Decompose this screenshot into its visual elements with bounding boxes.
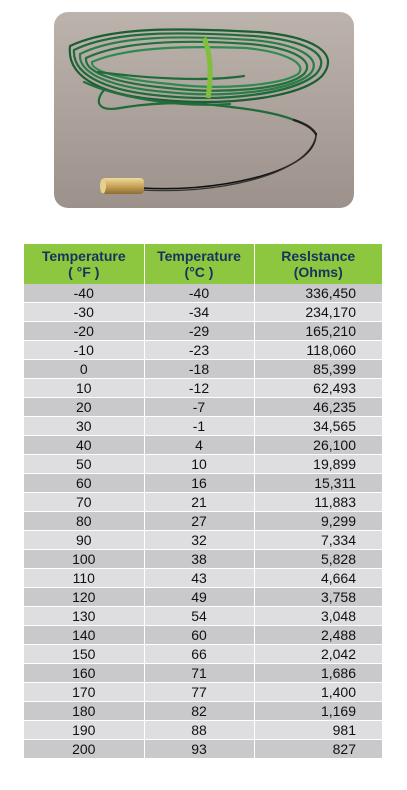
header-temp-f: [24, 244, 144, 284]
header-resistance-line2: (Ohms): [293, 264, 343, 280]
table-row: [24, 455, 382, 474]
cell-temp-c: 49: [144, 588, 254, 607]
cell-temp-f: -40: [24, 284, 144, 303]
cell-resistance: 234,170: [254, 303, 382, 322]
cell-temp-c: 21: [144, 493, 254, 512]
cell-resistance: 336,450: [254, 284, 382, 303]
cell-resistance: 85,399: [254, 360, 382, 379]
cell-temp-f: -30: [24, 303, 144, 322]
cell-resistance: 7,334: [254, 531, 382, 550]
table-row: [24, 645, 382, 664]
table-row: [24, 512, 382, 531]
cell-resistance: 1,686: [254, 664, 382, 683]
cell-resistance: 9,299: [254, 512, 382, 531]
header-temp-c: [144, 244, 254, 284]
cell-temp-c: 32: [144, 531, 254, 550]
table-row: [24, 550, 382, 569]
table-row: [24, 322, 382, 341]
cell-temp-f: 70: [24, 493, 144, 512]
table-row: [24, 664, 382, 683]
cell-temp-c: 88: [144, 721, 254, 740]
header-temp-f-line2: ( °F ): [68, 264, 100, 280]
cell-temp-c: 71: [144, 664, 254, 683]
cell-temp-f: 100: [24, 550, 144, 569]
cell-resistance: 62,493: [254, 379, 382, 398]
product-photo: [54, 12, 354, 208]
table-row: [24, 474, 382, 493]
cell-resistance: 1,169: [254, 702, 382, 721]
cell-temp-f: 60: [24, 474, 144, 493]
header-resistance-line1: Reslstance: [281, 248, 356, 264]
table-row: [24, 379, 382, 398]
table-row: [24, 398, 382, 417]
cell-temp-c: 54: [144, 607, 254, 626]
cell-temp-c: -18: [144, 360, 254, 379]
table-row: [24, 417, 382, 436]
cell-resistance: 4,664: [254, 569, 382, 588]
table-row: [24, 531, 382, 550]
cell-resistance: 165,210: [254, 322, 382, 341]
cell-temp-c: 77: [144, 683, 254, 702]
cell-resistance: 15,311: [254, 474, 382, 493]
cell-temp-f: 130: [24, 607, 144, 626]
table-row: [24, 360, 382, 379]
cell-resistance: 11,883: [254, 493, 382, 512]
cell-temp-c: 10: [144, 455, 254, 474]
cell-resistance: 1,400: [254, 683, 382, 702]
cell-temp-c: 82: [144, 702, 254, 721]
cell-resistance: 19,899: [254, 455, 382, 474]
resistance-table: [24, 244, 382, 759]
cell-temp-c: -7: [144, 398, 254, 417]
cell-temp-f: 0: [24, 360, 144, 379]
cell-temp-c: -23: [144, 341, 254, 360]
header-temp-f-line1: Temperature: [41, 248, 126, 264]
cell-temp-f: 140: [24, 626, 144, 645]
cell-temp-f: 150: [24, 645, 144, 664]
cell-temp-f: 10: [24, 379, 144, 398]
cell-temp-f: 120: [24, 588, 144, 607]
cell-resistance: 981: [254, 721, 382, 740]
table-row: [24, 721, 382, 740]
cell-temp-c: -29: [144, 322, 254, 341]
cell-resistance: 5,828: [254, 550, 382, 569]
table-row: [24, 607, 382, 626]
cell-temp-c: 43: [144, 569, 254, 588]
table-row: [24, 740, 382, 759]
cell-temp-f: 160: [24, 664, 144, 683]
cell-resistance: 46,235: [254, 398, 382, 417]
cell-temp-f: 190: [24, 721, 144, 740]
cell-temp-f: 80: [24, 512, 144, 531]
cell-temp-c: 93: [144, 740, 254, 759]
cell-temp-f: 90: [24, 531, 144, 550]
cell-temp-f: 200: [24, 740, 144, 759]
cell-resistance: 3,048: [254, 607, 382, 626]
cell-temp-f: 110: [24, 569, 144, 588]
table-row: [24, 702, 382, 721]
resistance-table-container: [24, 244, 382, 759]
header-temp-c-line1: Temperature: [157, 248, 241, 264]
table-row: [24, 284, 382, 303]
cell-temp-f: 170: [24, 683, 144, 702]
cell-resistance: 2,488: [254, 626, 382, 645]
cell-resistance: 26,100: [254, 436, 382, 455]
table-row: [24, 493, 382, 512]
table-row: [24, 436, 382, 455]
cell-temp-f: 20: [24, 398, 144, 417]
table-row: [24, 569, 382, 588]
table-row: [24, 626, 382, 645]
table-header-row: [24, 244, 382, 284]
cell-temp-c: 60: [144, 626, 254, 645]
cell-temp-c: -34: [144, 303, 254, 322]
table-row: [24, 341, 382, 360]
cell-temp-c: -40: [144, 284, 254, 303]
header-resistance: [254, 244, 382, 284]
cell-temp-f: 40: [24, 436, 144, 455]
cell-temp-f: 50: [24, 455, 144, 474]
cell-temp-f: -20: [24, 322, 144, 341]
cell-resistance: 2,042: [254, 645, 382, 664]
cell-temp-c: 27: [144, 512, 254, 531]
table-row: [24, 303, 382, 322]
probe-tip: [102, 178, 144, 194]
cell-temp-c: 38: [144, 550, 254, 569]
cell-temp-c: 66: [144, 645, 254, 664]
cell-temp-f: 180: [24, 702, 144, 721]
cell-resistance: 827: [254, 740, 382, 759]
cell-temp-f: -10: [24, 341, 144, 360]
header-temp-c-line2: (°C ): [184, 264, 214, 280]
cell-resistance: 34,565: [254, 417, 382, 436]
cell-resistance: 3,758: [254, 588, 382, 607]
cell-temp-c: -12: [144, 379, 254, 398]
cell-resistance: 118,060: [254, 341, 382, 360]
thermistor-cable-image: [54, 12, 354, 208]
cell-temp-c: 16: [144, 474, 254, 493]
table-row: [24, 683, 382, 702]
table-row: [24, 588, 382, 607]
cell-temp-c: -1: [144, 417, 254, 436]
cell-temp-f: 30: [24, 417, 144, 436]
cell-temp-c: 4: [144, 436, 254, 455]
